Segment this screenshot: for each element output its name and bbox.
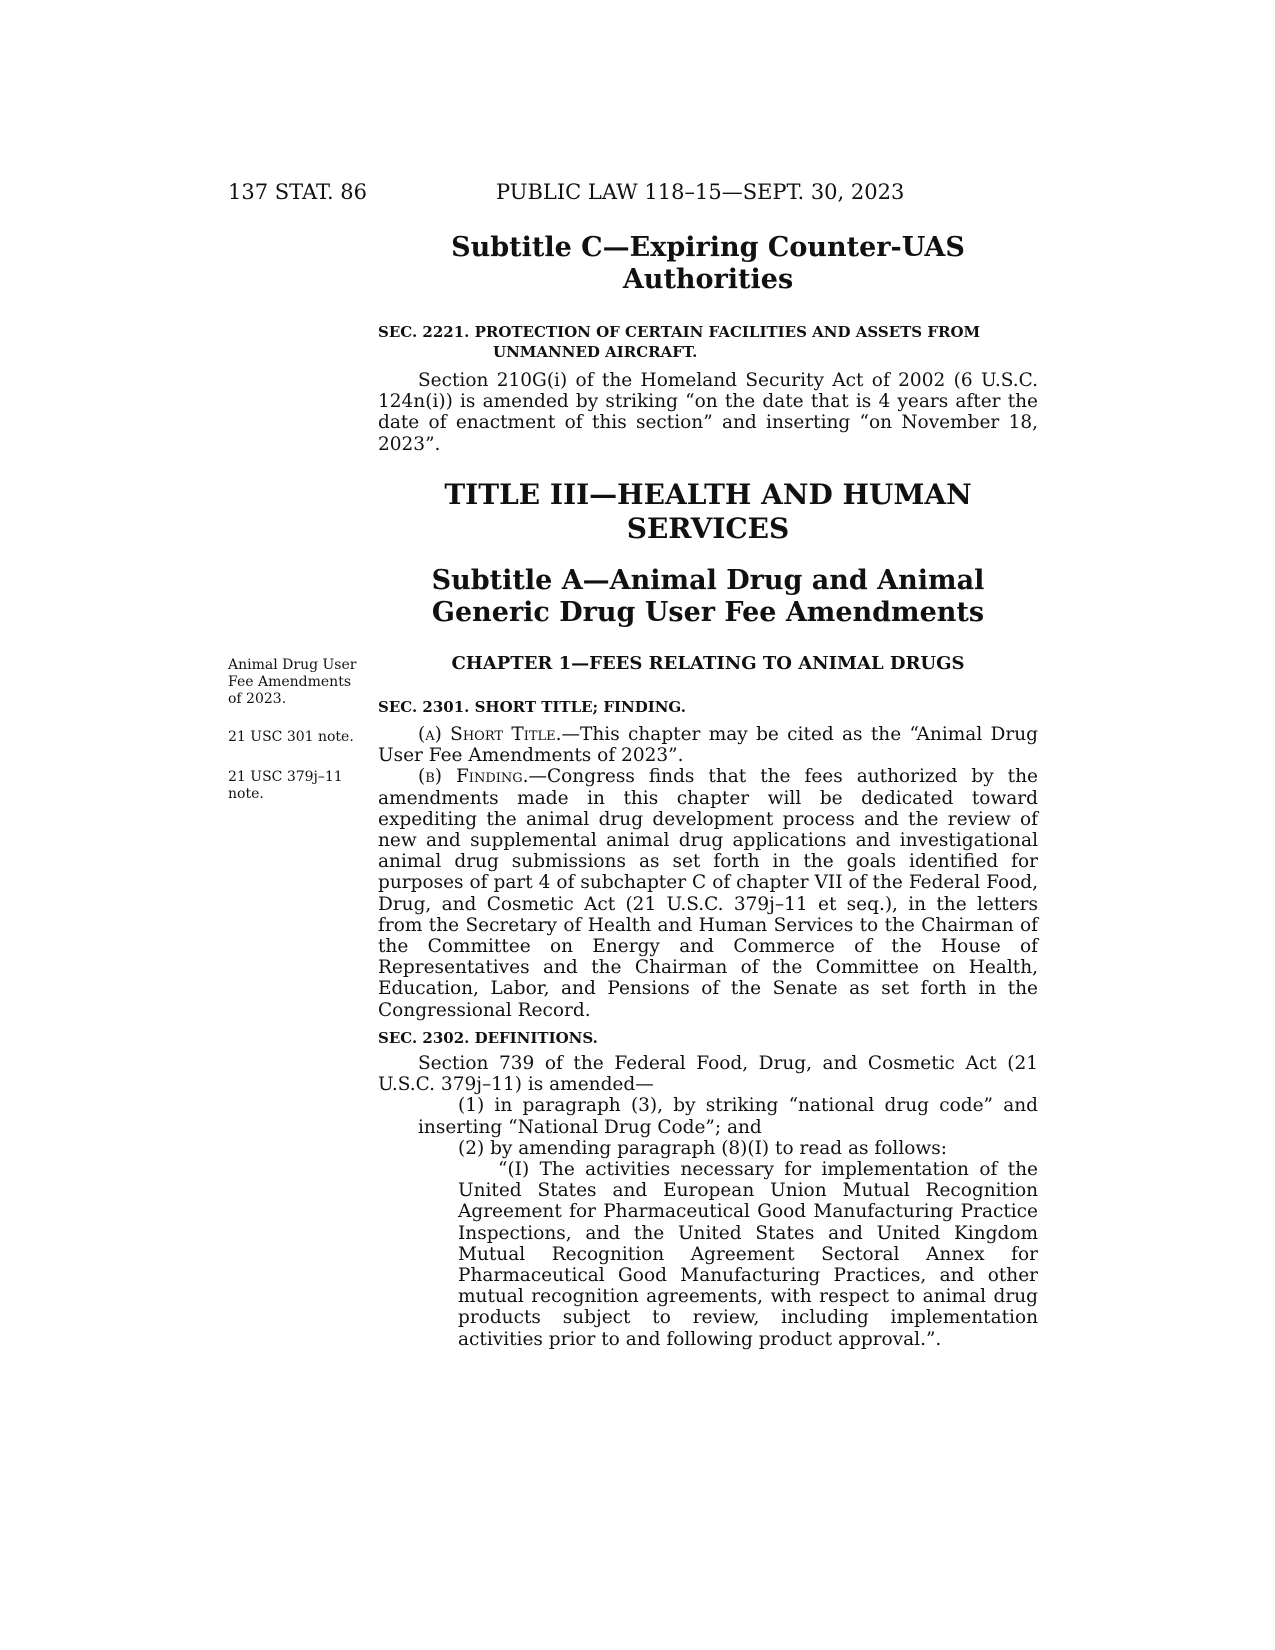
subtitle-a-heading	[378, 565, 1038, 629]
sec-2302-body	[378, 1053, 1038, 1350]
sec-2221-heading-line2: UNMANNED AIRCRAFT.	[493, 343, 698, 361]
sec-2302-item-2-text: (2) by amending paragraph (8)(I) to read as follows:	[458, 1137, 947, 1159]
sec-2301-body	[378, 724, 1038, 1021]
margin-note-2: 21 USC 301 note.	[228, 729, 354, 745]
margin-note-short-title	[228, 657, 358, 708]
subtitle-a-line1: Subtitle A—Animal Drug and Animal	[431, 565, 985, 596]
subtitle-c-line1: Subtitle C—Expiring Counter-UAS	[451, 232, 965, 263]
sec-2302-item-1-text: (1) in paragraph (3), by striking “national drug code” and inserting “National Drug Code”; and	[418, 1095, 1038, 1138]
sec-2302-quoted-paragraph	[378, 1159, 1038, 1350]
margin-note-3: 21 USC 379j–11 note.	[228, 769, 343, 802]
sec-2301-b	[378, 766, 1038, 1020]
title-iii-heading	[378, 478, 1038, 546]
sec-2302-item-1	[378, 1095, 1038, 1137]
sec-2301-a	[378, 724, 1038, 766]
margin-note-1: Animal Drug User Fee Amendments of 2023.	[228, 657, 357, 707]
page-number-stat: 137 STAT. 86	[228, 180, 368, 204]
sec-2302-quote-text: “(I) The activities necessary for implementation of the United States and European Union Mutual Recognition Agreement for Pharmaceutical Good Manufacturing Practice Inspections, and the United States and United Kingdom Mutual Recognition Agreement Sectoral Annex for Pharmaceutical Good Manufacturing Practices, and other mutual recognition agreements, with respect to animal drug products subject to review, including implementation activities prior to and following product approval.”.	[458, 1159, 1038, 1350]
sec-2302-item-2	[378, 1138, 1038, 1159]
sec-2301-a-label: (a) Short Title.	[418, 724, 562, 745]
sec-2221-body	[378, 370, 1038, 455]
title-iii-line1: TITLE III—HEALTH AND HUMAN	[444, 478, 972, 511]
sec-2221-heading	[378, 322, 1038, 362]
subtitle-c-heading	[378, 232, 1038, 296]
margin-note-usc-301	[228, 729, 358, 746]
sec-2301-b-label: (b) Finding.	[418, 766, 529, 788]
sec-2221-heading-line1: SEC. 2221. PROTECTION OF CERTAIN FACILITIES AND ASSETS FROM	[378, 323, 981, 341]
sec-2301-b-text: —Congress finds that the fees authorized by the amendments made in this chapter will be dedicated toward expediting the animal drug development process and the review of new and supplemental animal drug applications and investigational animal drug submissions as set forth in the goals identified for purposes of part 4 of subchapter C of chapter VII of the Federal Food, Drug, and Cosmetic Act (21 U.S.C. 379j–11 et seq.), in the letters from the Secretary of Health and Human Services to the Chairman of the Committee on Energy and Commerce of the House of Representatives and the Chairman of the Committee on Health, Education, Labor, and Pensions of the Senate as set forth in the Congressional Record.	[378, 766, 1038, 1021]
title-iii-line2: SERVICES	[626, 512, 790, 545]
sec-2301-heading: SEC. 2301. SHORT TITLE; FINDING.	[378, 698, 686, 716]
chapter-1-heading: CHAPTER 1—FEES RELATING TO ANIMAL DRUGS	[451, 653, 965, 674]
subtitle-a-line2: Generic Drug User Fee Amendments	[431, 597, 985, 628]
subtitle-c-line2: Authorities	[622, 264, 794, 295]
sec-2221-text: Section 210G(i) of the Homeland Security Act of 2002 (6 U.S.C. 124n(i)) is amended by striking “on the date that is 4 years after the date of enactment of this section” and inserting “on November 18, 2023”.	[378, 370, 1038, 455]
margin-note-usc-379j	[228, 769, 358, 803]
sec-2302-heading: SEC. 2302. DEFINITIONS.	[378, 1029, 598, 1047]
sec-2302-intro: Section 739 of the Federal Food, Drug, and Cosmetic Act (21 U.S.C. 379j–11) is amended—	[378, 1053, 1038, 1096]
sec-2301-a-text: —This chapter may be cited as the “Animal Drug User Fee Amendments of 2023”.	[378, 724, 1038, 767]
running-head-public-law: PUBLIC LAW 118–15—SEPT. 30, 2023	[496, 180, 905, 204]
